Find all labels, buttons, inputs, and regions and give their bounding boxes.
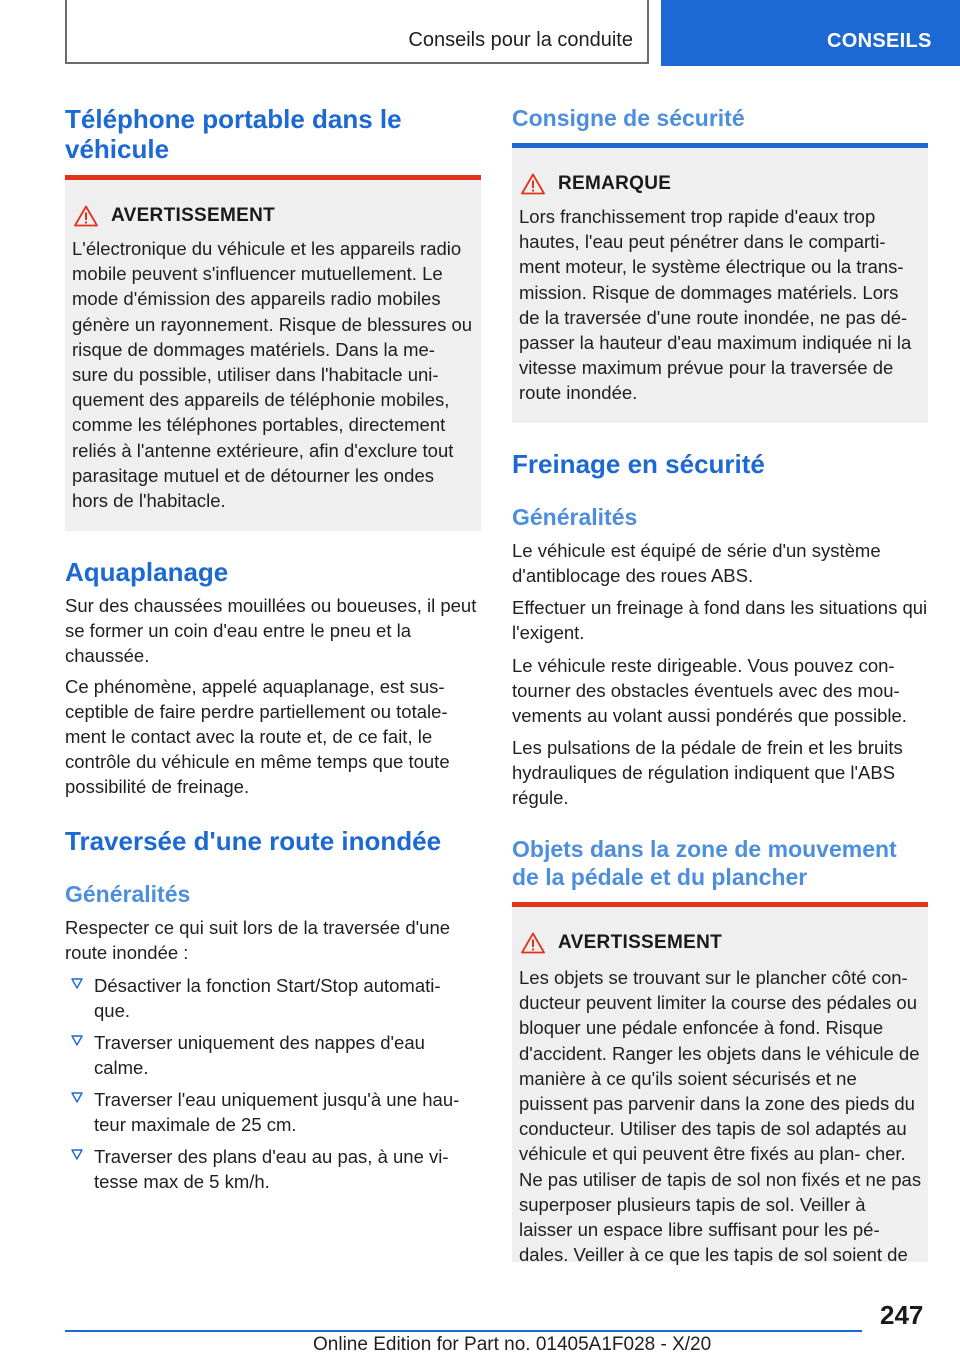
edition-label: Online Edition for Part no. 01405A1F028 - X/20 (313, 1334, 712, 1355)
warning-triangle-icon (74, 205, 98, 227)
note-label: REMARQUE (558, 173, 672, 194)
objects-section-title: Objets dans la zone de mouvement de la pédale et du plancher (512, 836, 897, 890)
braking-paragraph-2: Effectuer un freinage à fond dans les situations qui l'exigent. (512, 597, 928, 643)
warning-text: L'électronique du véhicule et les appareils radio mobile peuvent s'influencer mutuellement. Le mode d'émission des appareils radio mobiles génère un rayonnement. Risque de blessures ou risque de dommages matériels. Dans la me‐ sure du possible, utiliser dans l'habitacle uni‐ quement des appareils de téléphonie mobiles, comme les téléphones portables, directement reliés à l'antenne extérieure, afin d'exclure tout parasitage mutuel et de détourner les ondes hors de l'habitacle. (72, 238, 473, 512)
warning-triangle-icon (521, 173, 545, 195)
braking-paragraph-3: Le véhicule reste dirigeable. Vous pouvez con‐ tourner des obstacles éventuels avec des mou‐ vements au volant aussi pondérés que possible. (512, 655, 907, 726)
flood-subtitle: Généralités (65, 881, 191, 907)
braking-section-title: Freinage en sécurité (512, 449, 765, 479)
header-chapter-tab (661, 0, 960, 66)
header-section-tab (65, 0, 649, 64)
braking-subtitle: Généralités (512, 504, 638, 530)
list-item-text: Traverser uniquement des nappes d'eau calme. (94, 1032, 425, 1078)
braking-paragraph-1: Le véhicule est équipé de série d'un système d'antiblocage des roues ABS. (512, 540, 881, 586)
safety-note-box (512, 143, 928, 423)
triangle-bullet-icon (70, 1091, 84, 1105)
safety-section-title: Consigne de sécurité (512, 105, 745, 131)
phone-section-title: Téléphone portable dans le véhicule (65, 104, 402, 164)
triangle-bullet-icon (70, 977, 84, 991)
braking-paragraph-4: Les pulsations de la pédale de frein et les bruits hydrauliques de régulation indiquent que l'ABS régule. (512, 737, 903, 808)
flood-intro: Respecter ce qui suit lors de la traversée d'une route inondée : (65, 917, 451, 963)
warning-label: AVERTISSEMENT (558, 932, 723, 953)
phone-warning-box (65, 175, 481, 531)
aquaplanage-paragraph-1: Sur des chaussées mouillées ou boueuses, il peut se former un coin d'eau entre le pneu et la chaussée. (65, 595, 477, 666)
warning-label: AVERTISSEMENT (111, 205, 276, 226)
note-text: Lors franchissement trop rapide d'eaux trop hautes, l'eau peut pénétrer dans le comparti‐ ment moteur, le système électrique ou la trans‐ mission. Risque de dommages matériels. Lors de la traversée d'une route inondée, ne pas dé‐ passer la hauteur d'eau maximum indiquée ni la vitesse maximum prévue pour la traversée de route inondée. (519, 206, 912, 404)
aquaplanage-title: Aquaplanage (65, 557, 229, 587)
objects-warning-box (512, 902, 928, 1266)
aquaplanage-paragraph-2: Ce phénomène, appelé aquaplanage, est sus‐ ceptible de faire perdre partiellement ou totale‐ ment le contact avec la route et, de ce fait, le contrôle du véhicule en même temps que toute possibilité de freinage. (65, 676, 450, 797)
footer-divider (65, 1330, 862, 1332)
warning-text: Les objets se trouvant sur le plancher côté con‐ ducteur peuvent limiter la course des pédales ou bloquer une pédale enfoncée à fond. Risque d'accident. Ranger les objets dans le véhicule de manière à ce qu'ils soient sécurisés et ne puissent pas parvenir dans la zone des pieds du conducteur. Utiliser des tapis de sol adaptés au véhicule et qui peuvent être fixés au plan‐ cher. Ne pas utiliser de tapis de sol non fixés et ne pas superposer plusieurs tapis de sol. Veiller à laisser un espace libre suffisant pour les pé‐ dales. Veiller à ce que les tapis de sol soient de (519, 967, 922, 1266)
list-item-text: Traverser des plans d'eau au pas, à une vi‐ tesse max de 5 km/h. (94, 1146, 449, 1192)
flood-section-title: Traversée d'une route inondée (65, 826, 442, 856)
triangle-bullet-icon (70, 1148, 84, 1162)
warning-triangle-icon (521, 932, 545, 954)
triangle-bullet-icon (70, 1034, 84, 1048)
list-item-text: Désactiver la fonction Start/Stop automati‐ que. (94, 975, 441, 1021)
header-section-title: Conseils pour la conduite (408, 29, 633, 51)
page-number: 247 (880, 1300, 924, 1330)
list-item-text: Traverser l'eau uniquement jusqu'à une hau‐ teur maximale de 25 cm. (94, 1089, 460, 1135)
header-chapter-title: CONSEILS (827, 30, 932, 52)
